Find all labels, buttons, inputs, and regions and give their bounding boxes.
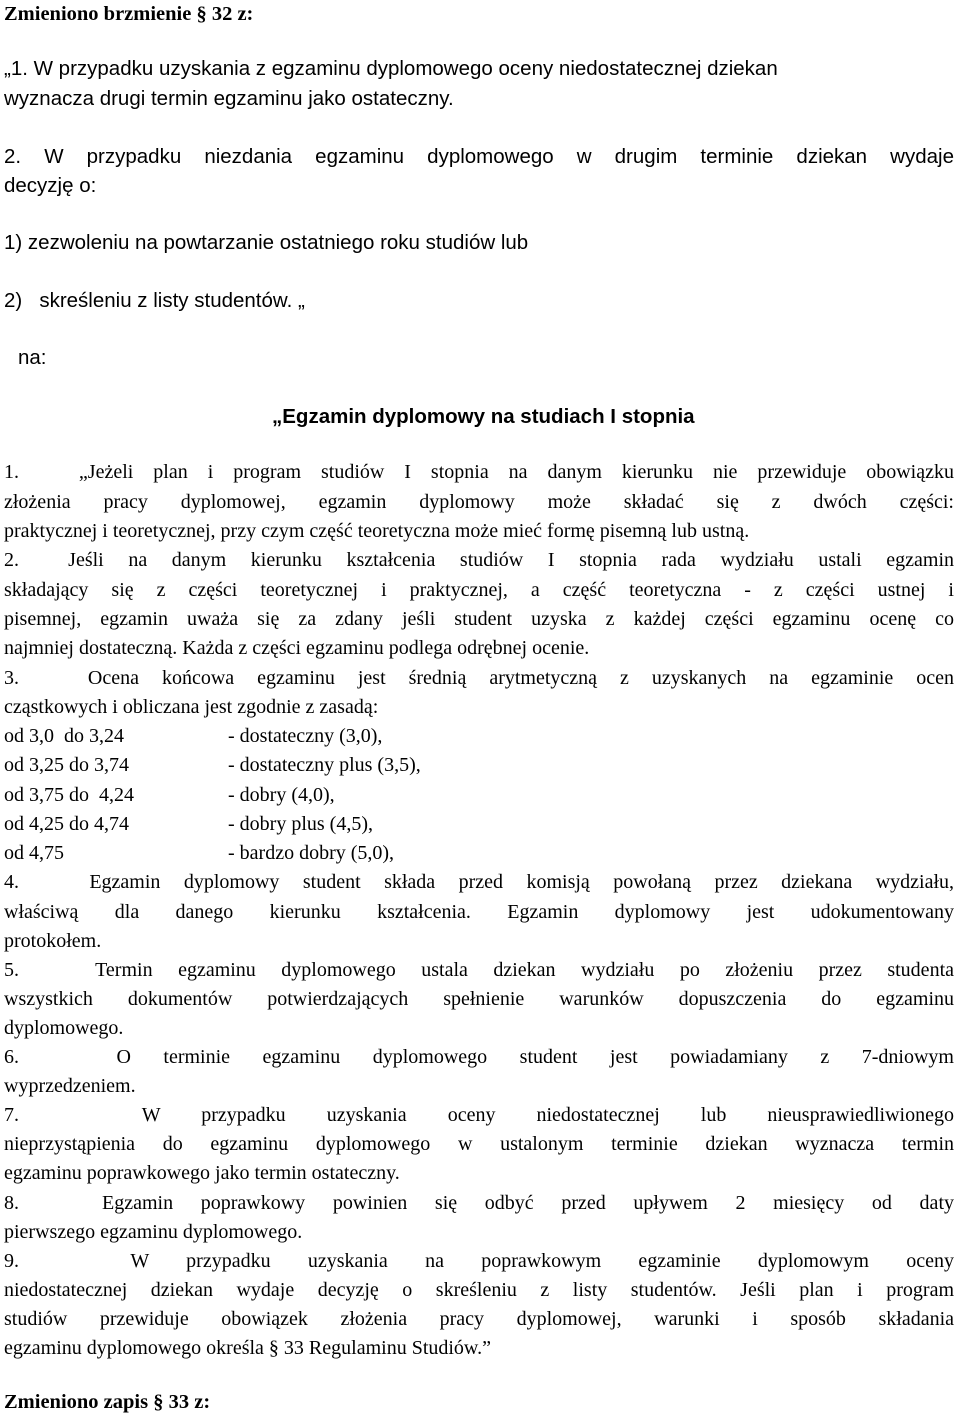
- section-heading: Zmieniono brzmienie § 32 z:: [4, 3, 254, 25]
- grade-row: [4, 751, 604, 780]
- grade-range: od 4,25 do 4,74: [4, 813, 129, 835]
- paragraph-5-line-2: wszystkich dokumentów potwierdzających spełnienie warunków dopuszczenia do egzaminu: [4, 988, 954, 1010]
- grade-label: - bardzo dobry (5,0),: [228, 842, 395, 864]
- old-paragraph-2-line-2: decyzję o:: [4, 174, 97, 197]
- paragraph-4-line-1: 4. Egzamin dyplomowy student składa przed komisją powołaną przez dziekana wydziału,: [4, 871, 954, 893]
- paragraph-6-line-2: wyprzedzeniem.: [4, 1075, 136, 1097]
- paragraph-4-line-2: właściwą dla danego kierunku kształcenia. Egzamin dyplomowy jest udokumentowany: [4, 901, 954, 923]
- paragraph-9-line-2: niedostatecznej dziekan wydaje decyzję o skreśleniu z listy studentów. Jeśli plan i program: [4, 1279, 954, 1301]
- paragraph-1-line-2: złożenia pracy dyplomowej, egzamin dyplomowy może składać się z dwóch części:: [4, 491, 954, 513]
- grade-label: - dostateczny (3,0),: [228, 725, 383, 747]
- paragraph-8-line-2: pierwszego egzaminu dyplomowego.: [4, 1221, 303, 1243]
- paragraph-2-line-4: najmniej dostateczną. Każda z części egzaminu podlega odrębnej ocenie.: [4, 637, 590, 659]
- paragraph-9-line-1: 9. W przypadku uzyskania na poprawkowym egzaminie dyplomowym oceny: [4, 1250, 954, 1272]
- paragraph-9-line-4: egzaminu dyplomowego określa § 33 Regulaminu Studiów.”: [4, 1337, 491, 1359]
- paragraph-1-line-1: 1. „Jeżeli plan i program studiów I stopnia na danym kierunku nie przewiduje obowiązku: [4, 461, 954, 483]
- paragraph-2-line-3: pisemnej, egzamin uważa się za zdany jeśli student uzyska z każdej części egzaminu ocenę co: [4, 608, 954, 630]
- grade-range: od 3,25 do 3,74: [4, 754, 129, 776]
- paragraph-4-line-3: protokołem.: [4, 930, 102, 952]
- paragraph-5-line-3: dyplomowego.: [4, 1017, 124, 1039]
- grade-row: [4, 781, 604, 810]
- paragraph-8-line-1: 8. Egzamin poprawkowy powinien się odbyć przed upływem 2 miesięcy od daty: [4, 1192, 954, 1214]
- old-item-1: 1) zezwoleniu na powtarzanie ostatniego roku studiów lub: [4, 231, 529, 254]
- grade-row: [4, 722, 604, 751]
- paragraph-9-line-3: studiów przewiduje obowiązek złożenia pracy dyplomowej, warunki i sposób składania: [4, 1308, 954, 1330]
- old-item-2: 2) skreśleniu z listy studentów. „: [4, 289, 305, 312]
- paragraph-7-line-3: egzaminu poprawkowego jako termin ostateczny.: [4, 1162, 400, 1184]
- paragraph-2-line-1: 2. Jeśli na danym kierunku kształcenia studiów I stopnia rada wydziału ustali egzamin: [4, 549, 954, 571]
- section-heading-bottom: Zmieniono zapis § 33 z:: [4, 1391, 211, 1413]
- old-paragraph-1-line-1: „1. W przypadku uzyskania z egzaminu dyplomowego oceny niedostatecznej dziekan: [4, 57, 778, 80]
- grade-range: od 3,0 do 3,24: [4, 725, 124, 747]
- old-paragraph-2-line-1: 2. W przypadku niezdania egzaminu dyplomowego w drugim terminie dziekan wydaje: [4, 145, 954, 168]
- grade-label: - dostateczny plus (3,5),: [228, 754, 421, 776]
- paragraph-3-line-2: cząstkowych i obliczana jest zgodnie z zasadą:: [4, 696, 379, 718]
- paragraph-7-line-1: 7. W przypadku uzyskania oceny niedostatecznej lub nieusprawiedliwionego: [4, 1104, 954, 1126]
- grade-label: - dobry (4,0),: [228, 784, 335, 806]
- paragraph-1-line-3: praktycznej i teoretycznej, przy czym część teoretyczna może mieć formę pisemną lub ustną.: [4, 520, 750, 542]
- paragraph-5-line-1: 5. Termin egzaminu dyplomowego ustala dziekan wydziału po złożeniu przez studenta: [4, 959, 954, 981]
- grade-label: - dobry plus (4,5),: [228, 813, 373, 835]
- grade-row: [4, 810, 604, 839]
- paragraph-6-line-1: 6. O terminie egzaminu dyplomowego student jest powiadamiany z 7-dniowym: [4, 1046, 954, 1068]
- old-paragraph-1-line-2: wyznacza drugi termin egzaminu jako ostateczny.: [4, 87, 454, 110]
- grade-range: od 4,75: [4, 842, 64, 864]
- paragraph-3-line-1: 3. Ocena końcowa egzaminu jest średnią arytmetyczną z uzyskanych na egzaminie ocen: [4, 667, 954, 689]
- grade-range: od 3,75 do 4,24: [4, 784, 134, 806]
- new-section-title: „Egzamin dyplomowy na studiach I stopnia: [272, 405, 695, 428]
- paragraph-7-line-2: nieprzystąpienia do egzaminu dyplomowego w ustalonym terminie dziekan wyznacza termin: [4, 1133, 954, 1155]
- na-label: na:: [18, 346, 47, 369]
- paragraph-2-line-2: składający się z części teoretycznej i praktycznej, a część teoretyczna - z części ustnej i: [4, 579, 954, 601]
- grade-row: [4, 839, 604, 868]
